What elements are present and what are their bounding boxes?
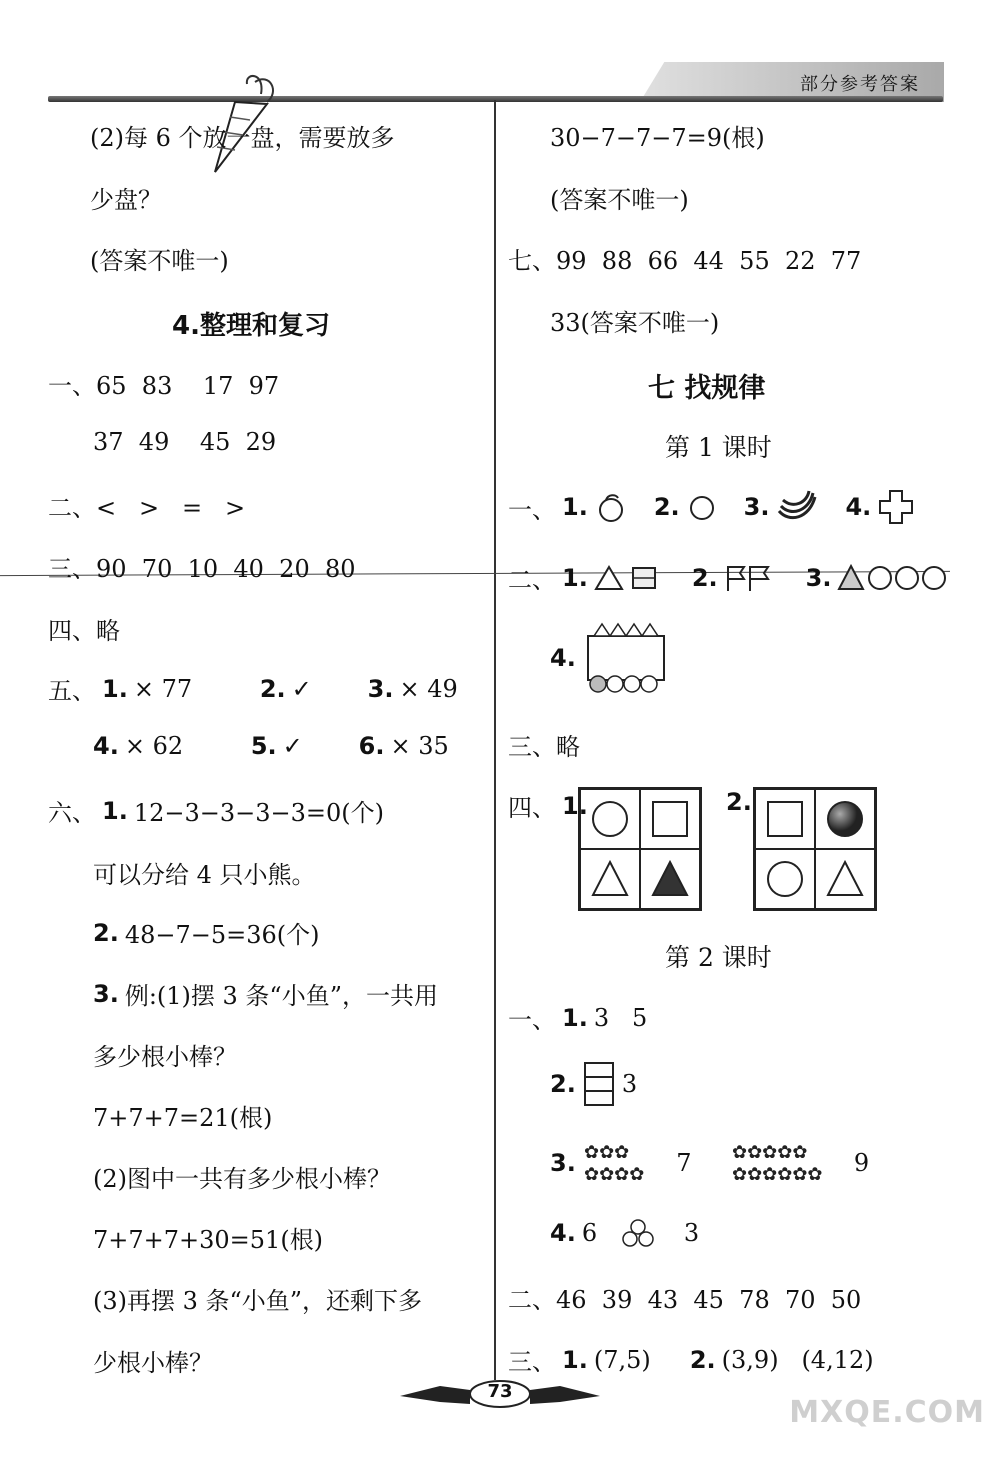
right-line-3: 七、99 88 66 44 55 22 77 (508, 247, 862, 275)
flags-icon (724, 563, 774, 593)
chapter-heading: 七 找规律 (648, 373, 766, 404)
lesson-1-heading: 第 1 课时 (665, 433, 772, 462)
pattern-grid-2 (753, 787, 877, 911)
q2-row (508, 560, 963, 595)
p1-4-row (550, 1218, 705, 1248)
header-title: 部分参考答案 (800, 74, 920, 95)
lesson-2-heading: 第 2 课时 (665, 943, 772, 972)
q5-2-val: ✓ (291, 674, 312, 703)
q5-4-num: 4. (93, 732, 119, 760)
answer-6-2 (93, 915, 326, 950)
grid2-circle (755, 849, 815, 909)
q5-6-num: 6. (358, 732, 385, 760)
three-circles-icon (618, 1218, 658, 1248)
q5-1-num: 1. (102, 674, 128, 703)
p2-answer: 二、46 39 43 45 78 70 50 (508, 1286, 862, 1314)
pattern-grid-1 (578, 787, 702, 911)
q5-2-num: 2. (259, 674, 286, 703)
p3-2-num: 2. (689, 1345, 716, 1374)
q6-2-num: 2. (93, 918, 119, 947)
answer-6-line-5: 多少根小棒？ (93, 1043, 237, 1071)
q2-4-num: 4. (550, 644, 576, 672)
p3-1-text: (7,5) (593, 1345, 651, 1374)
right-line-2: (答案不唯一) (550, 186, 689, 214)
banana-icon (775, 489, 819, 525)
filled-triangle-icon (650, 859, 690, 899)
right-line-1: 30−7−7−7=9(根) (550, 124, 765, 152)
square-icon (630, 564, 660, 592)
p1-4-num: 4. (550, 1219, 576, 1247)
svg-text:✿✿✿✿✿✿: ✿✿✿✿✿✿ (731, 1164, 823, 1185)
p3-2-text: (3,9) (4,12) (721, 1345, 874, 1374)
orange-icon (686, 491, 718, 523)
q5-5-val: ✓ (282, 732, 303, 760)
p1-3-row (550, 1140, 875, 1186)
answer-2: 二、< > = > (48, 494, 246, 522)
q5-5-num: 5. (250, 732, 277, 760)
answer-6-line-2: 可以分给 4 只小熊。 (93, 861, 316, 889)
q1-prefix: 一、 (508, 495, 556, 524)
page-number: 73 (487, 1381, 513, 1402)
q4-2-num: 2. (726, 788, 752, 816)
circle-icon (590, 799, 630, 839)
answer-6-1 (48, 793, 390, 828)
p1-3-count-1: 7 (676, 1149, 692, 1177)
q5-3-val: × 49 (399, 674, 458, 703)
peach-icon (594, 490, 628, 524)
square-icon (765, 799, 805, 839)
p1-1-row (508, 1000, 653, 1035)
square-icon (650, 799, 690, 839)
q2-prefix: 二、 (508, 566, 556, 594)
p3-1-num: 1. (562, 1345, 588, 1374)
q4-prefix: 四、 (508, 794, 556, 822)
answer-6-line-10: 少根小棒？ (93, 1349, 213, 1377)
answer-6-line-6: 7+7+7=21(根) (93, 1104, 273, 1132)
answer-5-prefix: 五、 (48, 677, 96, 705)
p1-prefix: 一、 (508, 1006, 556, 1034)
p1-1-num: 1. (562, 1003, 588, 1032)
q1-4-num: 4. (845, 493, 872, 521)
grid2-filled-circle (815, 789, 875, 849)
q2-1-num: 1. (562, 563, 588, 592)
q4-1-num: 1. (562, 791, 588, 820)
answer-5a (48, 671, 464, 706)
q5-6-val: × 35 (390, 732, 449, 760)
answer-3: 三、90 70 10 40 20 80 (48, 555, 356, 583)
triangle-circles-icon (837, 563, 957, 593)
q2-3-num: 3. (805, 563, 832, 592)
left-line-3: (答案不唯一) (90, 247, 229, 275)
watermark-text: MXQE.COM (789, 1395, 985, 1430)
q5-4-val: × 62 (124, 732, 184, 760)
q6-1-num: 1. (102, 796, 128, 825)
answer-6-line-9: (3)再摆 3 条“小鱼”，还剩下多 (93, 1287, 423, 1315)
q1-1-num: 1. (562, 493, 588, 521)
p1-4-text-2: 3 (683, 1219, 700, 1247)
q5-3-num: 3. (367, 674, 394, 703)
answer-6-3 (93, 976, 444, 1011)
q2-4-row (550, 622, 678, 694)
svg-text:✿✿✿: ✿✿✿ (583, 1142, 630, 1163)
section-heading: 4.整理和复习 (172, 311, 330, 341)
q6-3-text: 例:(1)摆 3 条“小鱼”，一共用 (124, 982, 438, 1010)
q6-2-text: 48−7−5=36(个) (124, 921, 320, 949)
p1-4-text-1: 6 (581, 1219, 598, 1247)
answer-6-prefix: 六、 (48, 799, 96, 827)
cross-shape-icon (877, 488, 915, 526)
q6-1-text: 12−3−3−3−3=0(个) (133, 799, 384, 827)
grid1-filled-triangle (640, 849, 700, 909)
svg-text:✿✿✿✿: ✿✿✿✿ (583, 1164, 645, 1185)
filled-circle-icon (825, 799, 865, 839)
grid2-triangle (815, 849, 875, 909)
triangle-icon (825, 859, 865, 899)
flowers-small-icon (582, 1140, 658, 1186)
answer-4: 四、略 (48, 617, 120, 645)
grid1-square (640, 789, 700, 849)
column-divider (494, 100, 496, 1380)
p1-2-row (550, 1060, 643, 1108)
p1-3-num: 3. (550, 1149, 576, 1177)
grid1-circle (580, 789, 640, 849)
p1-1-text: 3 5 (593, 1003, 648, 1032)
p3-prefix: 三、 (508, 1348, 556, 1376)
answer-6-line-7: (2)图中一共有多少根小棒？ (93, 1165, 391, 1193)
p3-row (508, 1342, 880, 1377)
q6-3-num: 3. (93, 979, 119, 1008)
triangle-icon (590, 859, 630, 899)
q2-2-num: 2. (691, 563, 718, 592)
grid1-triangle (580, 849, 640, 909)
p1-3-count-2: 9 (853, 1149, 870, 1177)
left-line-1: (2)每 6 个放一盘，需要放多 (90, 124, 395, 152)
stacked-bars-icon (582, 1060, 616, 1108)
p1-2-num: 2. (550, 1070, 576, 1098)
circle-icon (765, 859, 805, 899)
flowers-large-icon (730, 1140, 848, 1186)
grid2-square (755, 789, 815, 849)
left-line-2: 少盘？ (90, 186, 162, 214)
train-pattern-icon (582, 622, 672, 694)
p1-2-text: 3 (621, 1070, 638, 1098)
q3-answer: 三、略 (508, 733, 580, 761)
answer-1a: 一、65 83 17 97 (48, 372, 280, 400)
svg-text:✿✿✿✿✿: ✿✿✿✿✿ (731, 1142, 808, 1163)
right-line-4: 33(答案不唯一) (550, 309, 720, 337)
triangle-icon (594, 564, 624, 592)
answer-5b (93, 732, 455, 760)
answer-6-line-8: 7+7+7+30=51(根) (93, 1226, 324, 1254)
q5-1-val: × 77 (133, 674, 193, 703)
answer-1b: 37 49 45 29 (93, 428, 277, 456)
q1-row (508, 488, 921, 526)
q1-3-num: 3. (743, 493, 770, 521)
q1-2-num: 2. (653, 493, 680, 521)
